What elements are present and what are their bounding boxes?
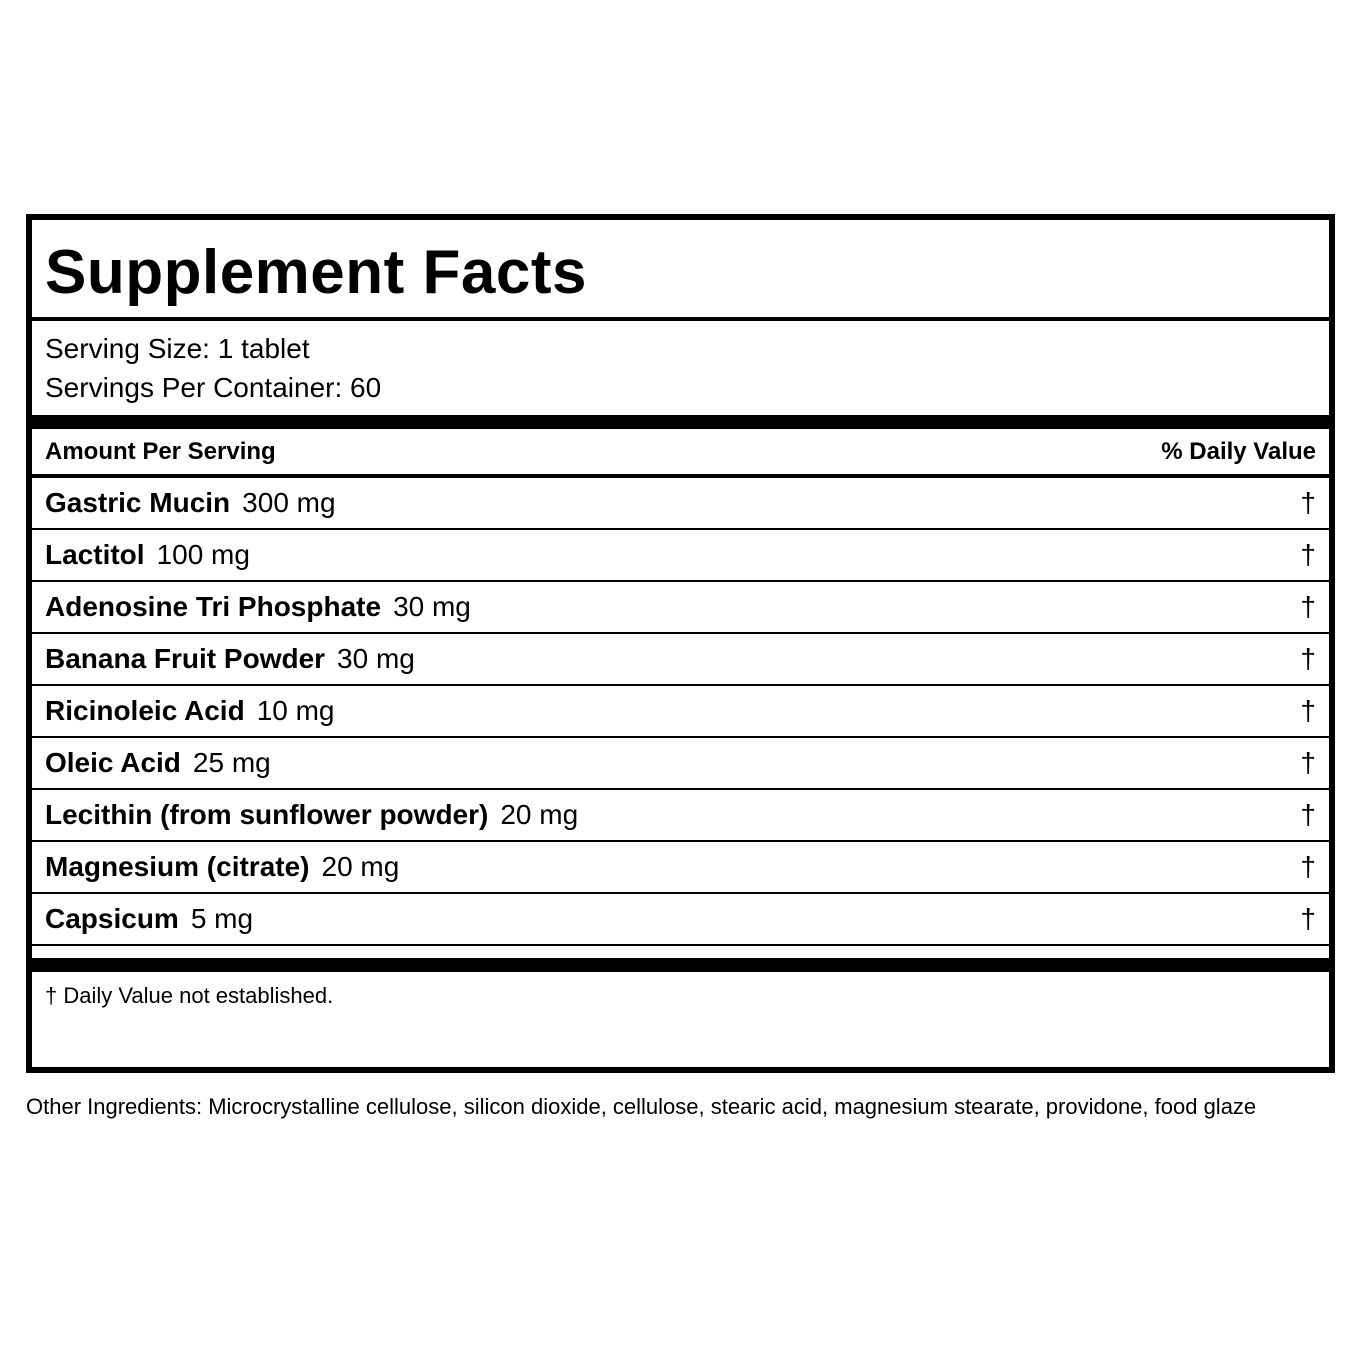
ingredient-name: Gastric Mucin bbox=[45, 487, 231, 518]
table-bottom-rule bbox=[32, 946, 1329, 972]
footnote-section bbox=[32, 972, 1329, 1068]
ingredient-amount: 5 mg bbox=[190, 903, 254, 934]
daily-value: † bbox=[1300, 799, 1316, 830]
table-row bbox=[32, 842, 1329, 894]
table-row bbox=[32, 738, 1329, 790]
servings-per-container: Servings Per Container: 60 bbox=[45, 372, 382, 403]
ingredient-name: Lactitol bbox=[45, 539, 145, 570]
table-row bbox=[32, 582, 1329, 634]
serving-info bbox=[32, 321, 1329, 429]
daily-value: † bbox=[1300, 747, 1316, 778]
daily-value: † bbox=[1300, 487, 1316, 518]
daily-value: † bbox=[1300, 695, 1316, 726]
daily-value: † bbox=[1300, 643, 1316, 674]
table-row bbox=[32, 686, 1329, 738]
supplement-facts-panel bbox=[26, 214, 1335, 1073]
serving-size: Serving Size: 1 tablet bbox=[45, 333, 310, 364]
column-header-row bbox=[32, 429, 1329, 478]
ingredient-amount: 300 mg bbox=[242, 487, 336, 518]
table-row bbox=[32, 634, 1329, 686]
table-row bbox=[32, 530, 1329, 582]
daily-value: † bbox=[1300, 851, 1316, 882]
ingredient-amount: 20 mg bbox=[321, 851, 400, 882]
ingredient-name: Banana Fruit Powder bbox=[45, 643, 326, 674]
amount-per-serving-header: Amount Per Serving bbox=[45, 438, 276, 465]
table-row bbox=[32, 478, 1329, 530]
ingredient-name: Ricinoleic Acid bbox=[45, 695, 245, 726]
daily-value: † bbox=[1300, 591, 1316, 622]
daily-value: † bbox=[1300, 539, 1316, 570]
ingredient-amount: 20 mg bbox=[500, 799, 579, 830]
ingredient-name: Magnesium (citrate) bbox=[45, 851, 310, 882]
ingredient-amount: 30 mg bbox=[393, 591, 471, 622]
ingredient-amount: 30 mg bbox=[337, 643, 415, 674]
table-row bbox=[32, 894, 1329, 946]
ingredient-amount: 10 mg bbox=[256, 695, 335, 726]
ingredient-name: Adenosine Tri Phosphate bbox=[45, 591, 382, 622]
other-ingredients: Other Ingredients: Microcrystalline cellulose, silicon dioxide, cellulose, stearic acid, magnesium stearate, providone, food glaze bbox=[26, 1094, 1257, 1119]
daily-value: † bbox=[1300, 903, 1316, 934]
ingredient-amount: 100 mg bbox=[156, 539, 250, 570]
ingredient-name: Lecithin (from sunflower powder) bbox=[45, 799, 489, 830]
panel-title: Supplement Facts bbox=[45, 238, 587, 307]
ingredient-name: Oleic Acid bbox=[45, 747, 181, 778]
table-row bbox=[32, 790, 1329, 842]
title-section bbox=[32, 220, 1329, 321]
ingredient-name: Capsicum bbox=[45, 903, 179, 934]
ingredient-amount: 25 mg bbox=[192, 747, 271, 778]
daily-value-header: % Daily Value bbox=[1161, 438, 1316, 465]
footnote: † Daily Value not established. bbox=[45, 983, 334, 1008]
